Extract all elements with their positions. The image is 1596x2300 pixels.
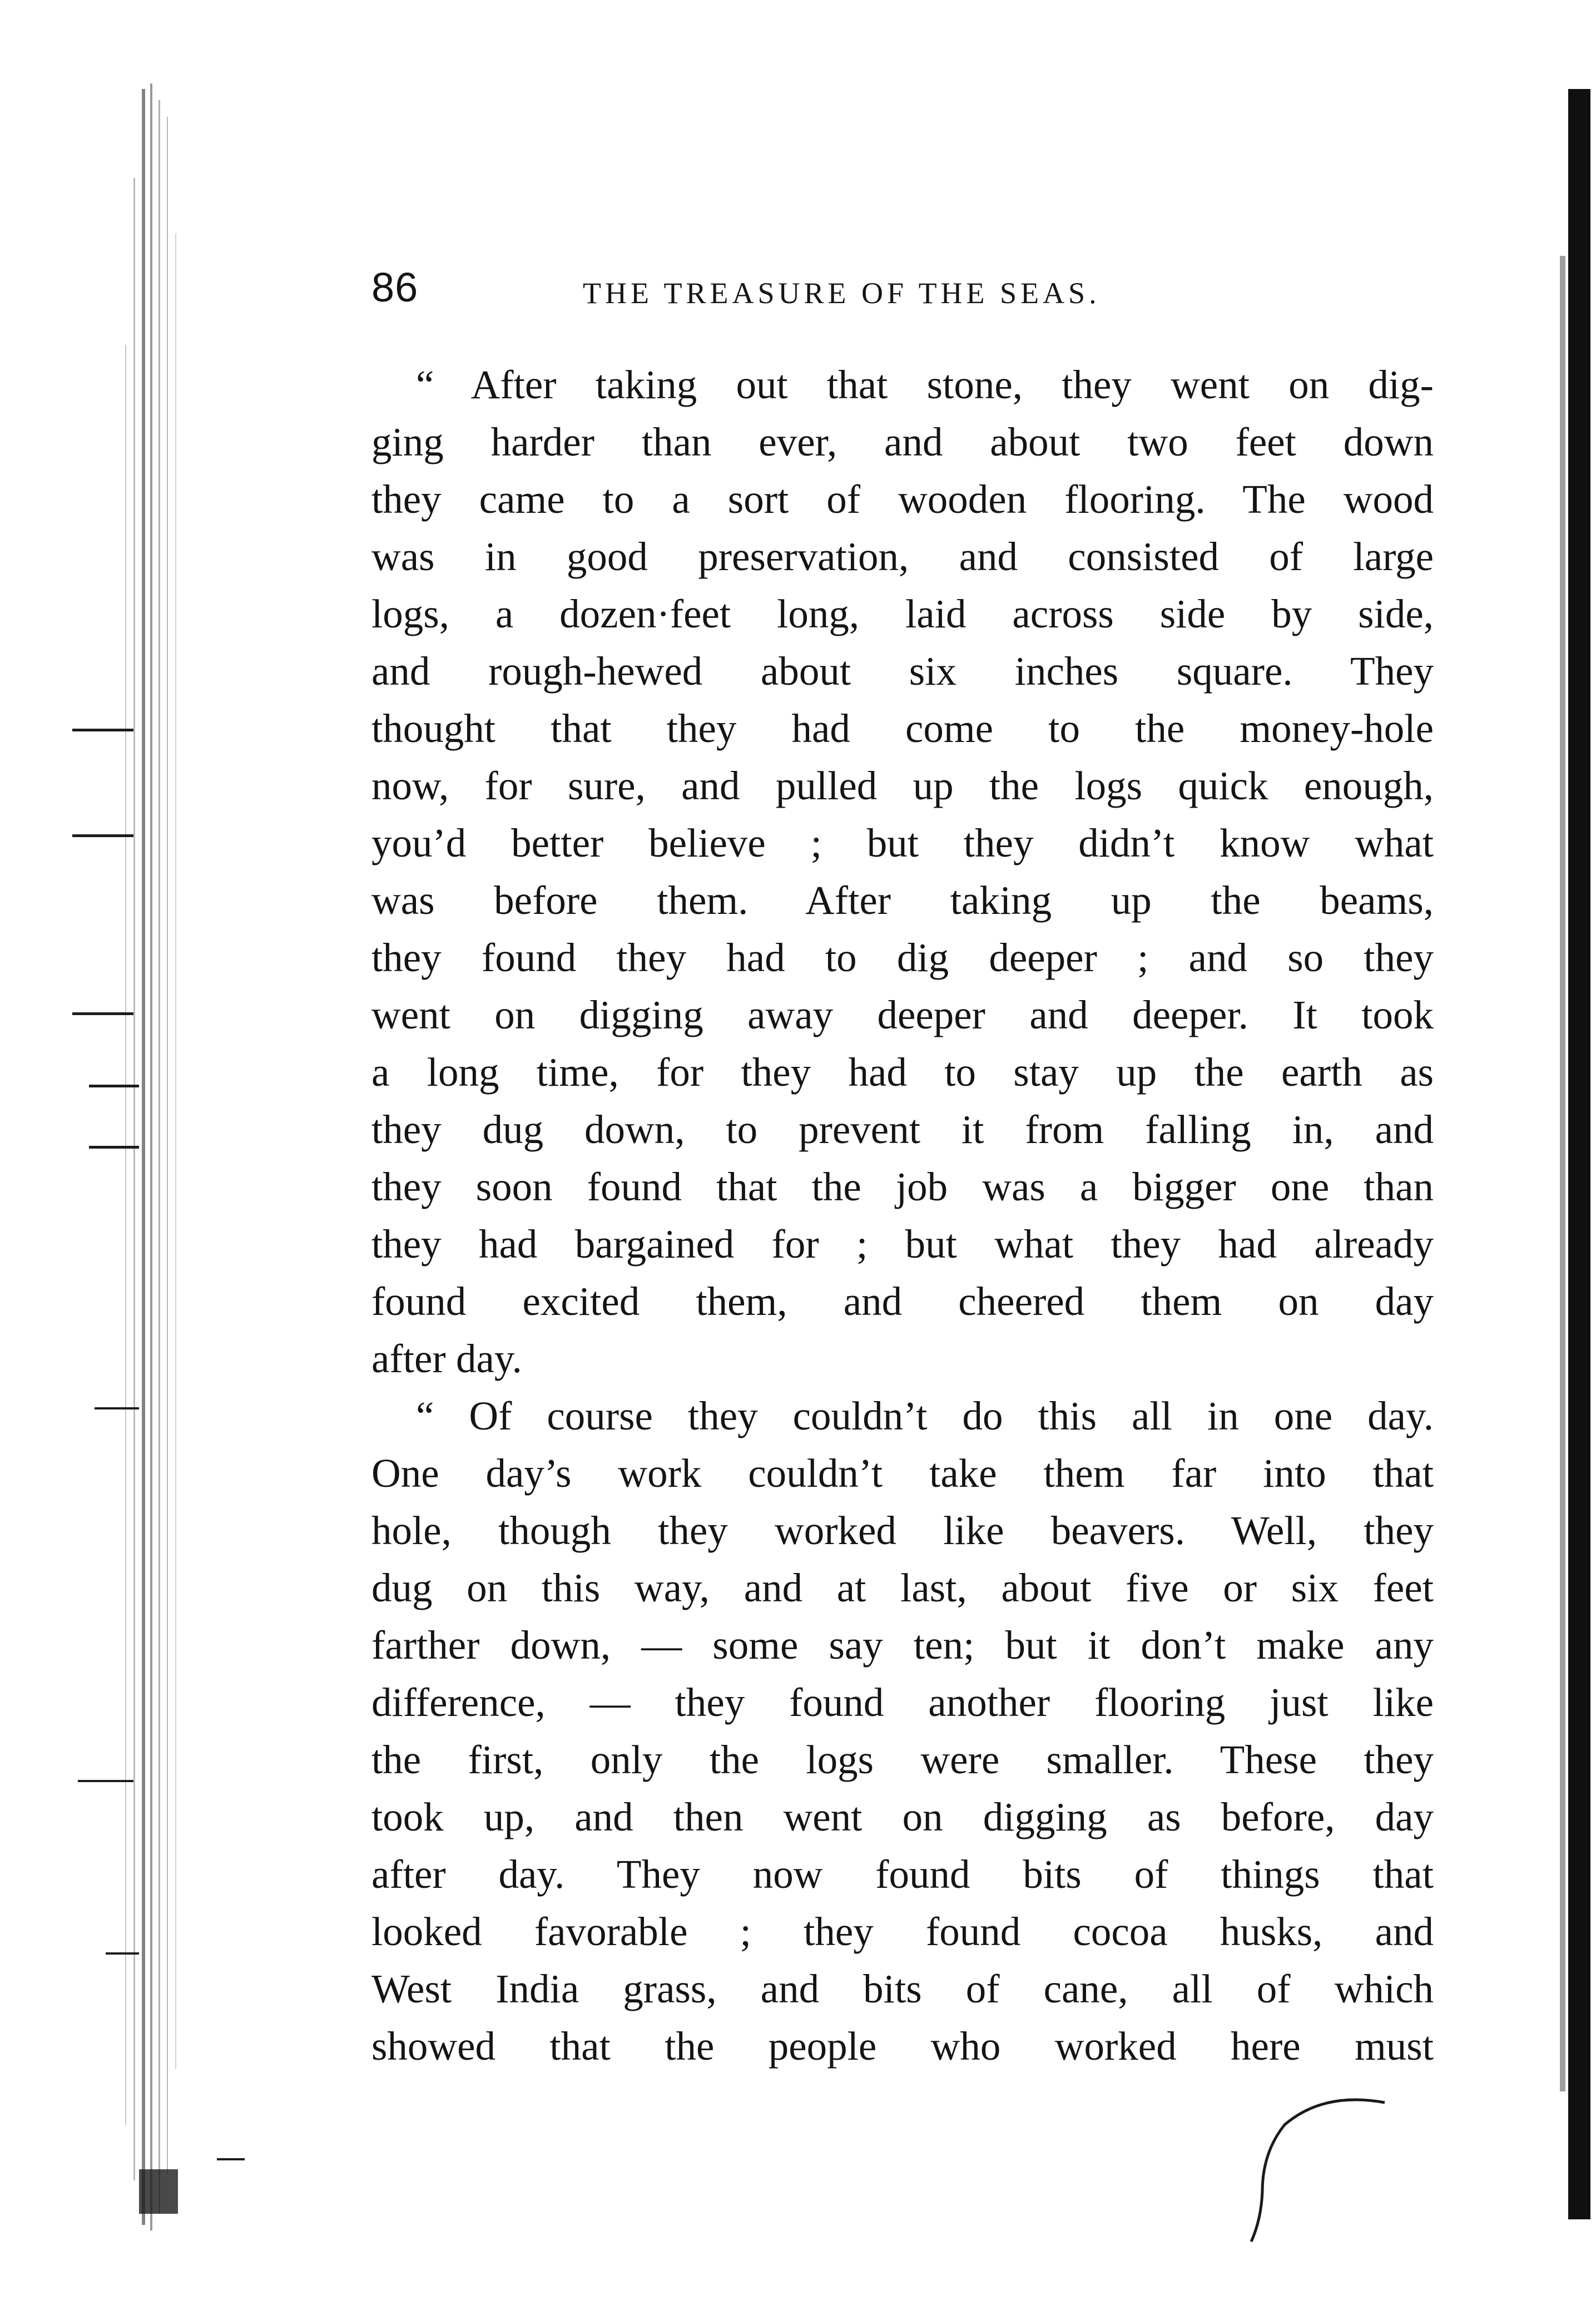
text-line: logs, a dozen·feet long, laid across side by side, [371,591,1434,636]
text-line: they had bargained for ; but what they had already [371,1221,1434,1267]
pen-mark [1240,2091,1407,2247]
text-line: they came to a sort of wooden flooring. The wood [371,477,1434,522]
text-line: took up, and then went on digging as before, day [371,1794,1434,1839]
body-text [371,356,1434,2075]
text-line: and rough-hewed about six inches square. They [371,649,1434,694]
text-line: the first, only the logs were smaller. These they [371,1737,1434,1782]
text-line: went on digging away deeper and deeper. It took [371,992,1434,1037]
text-line: a long time, for they had to stay up the earth as [371,1050,1434,1095]
paragraph [371,356,1434,1387]
text-line: ging harder than ever, and about two feet down [371,419,1434,464]
running-head [371,257,1439,318]
text-line: farther down, — some say ten; but it don’t make any [371,1623,1434,1668]
paragraph [371,1387,1434,2075]
text-line: was before them. After taking up the beams, [371,878,1434,923]
text-line: now, for sure, and pulled up the logs quick enough, [371,763,1434,808]
text-line: found excited them, and cheered them on day [371,1279,1434,1324]
text-line: “ After taking out that stone, they went on dig- [416,362,1434,407]
page-edge-shadow [1501,89,1596,2225]
binding-gutter [0,67,256,2236]
text-line: after day. They now found bits of things that [371,1852,1434,1897]
text-line: they dug down, to prevent it from falling in, and [371,1107,1434,1152]
text-line: showed that the people who worked here must [371,2024,1434,2069]
text-line: thought that they had come to the money-hole [371,706,1434,751]
text-line: hole, though they worked like beavers. Well, they [371,1508,1434,1553]
text-line: they soon found that the job was a bigger one than [371,1164,1434,1209]
text-line: dug on this way, and at last, about five or six feet [371,1565,1434,1610]
text-line: was in good preservation, and consisted of large [371,534,1434,579]
running-title: THE TREASURE OF THE SEAS. [583,276,1101,310]
text-line: One day’s work couldn’t take them far into that [371,1451,1434,1496]
text-line: West India grass, and bits of cane, all of which [371,1966,1434,2011]
text-line: looked favorable ; they found cocoa husks, and [371,1909,1434,1954]
page-number: 86 [371,264,419,310]
text-line: difference, — they found another flooring just like [371,1680,1434,1725]
text-line: “ Of course they couldn’t do this all in one day. [416,1393,1434,1438]
text-line: after day. [371,1336,522,1381]
text-line: you’d better believe ; but they didn’t know what [371,820,1434,865]
text-line: they found they had to dig deeper ; and so they [371,935,1434,980]
